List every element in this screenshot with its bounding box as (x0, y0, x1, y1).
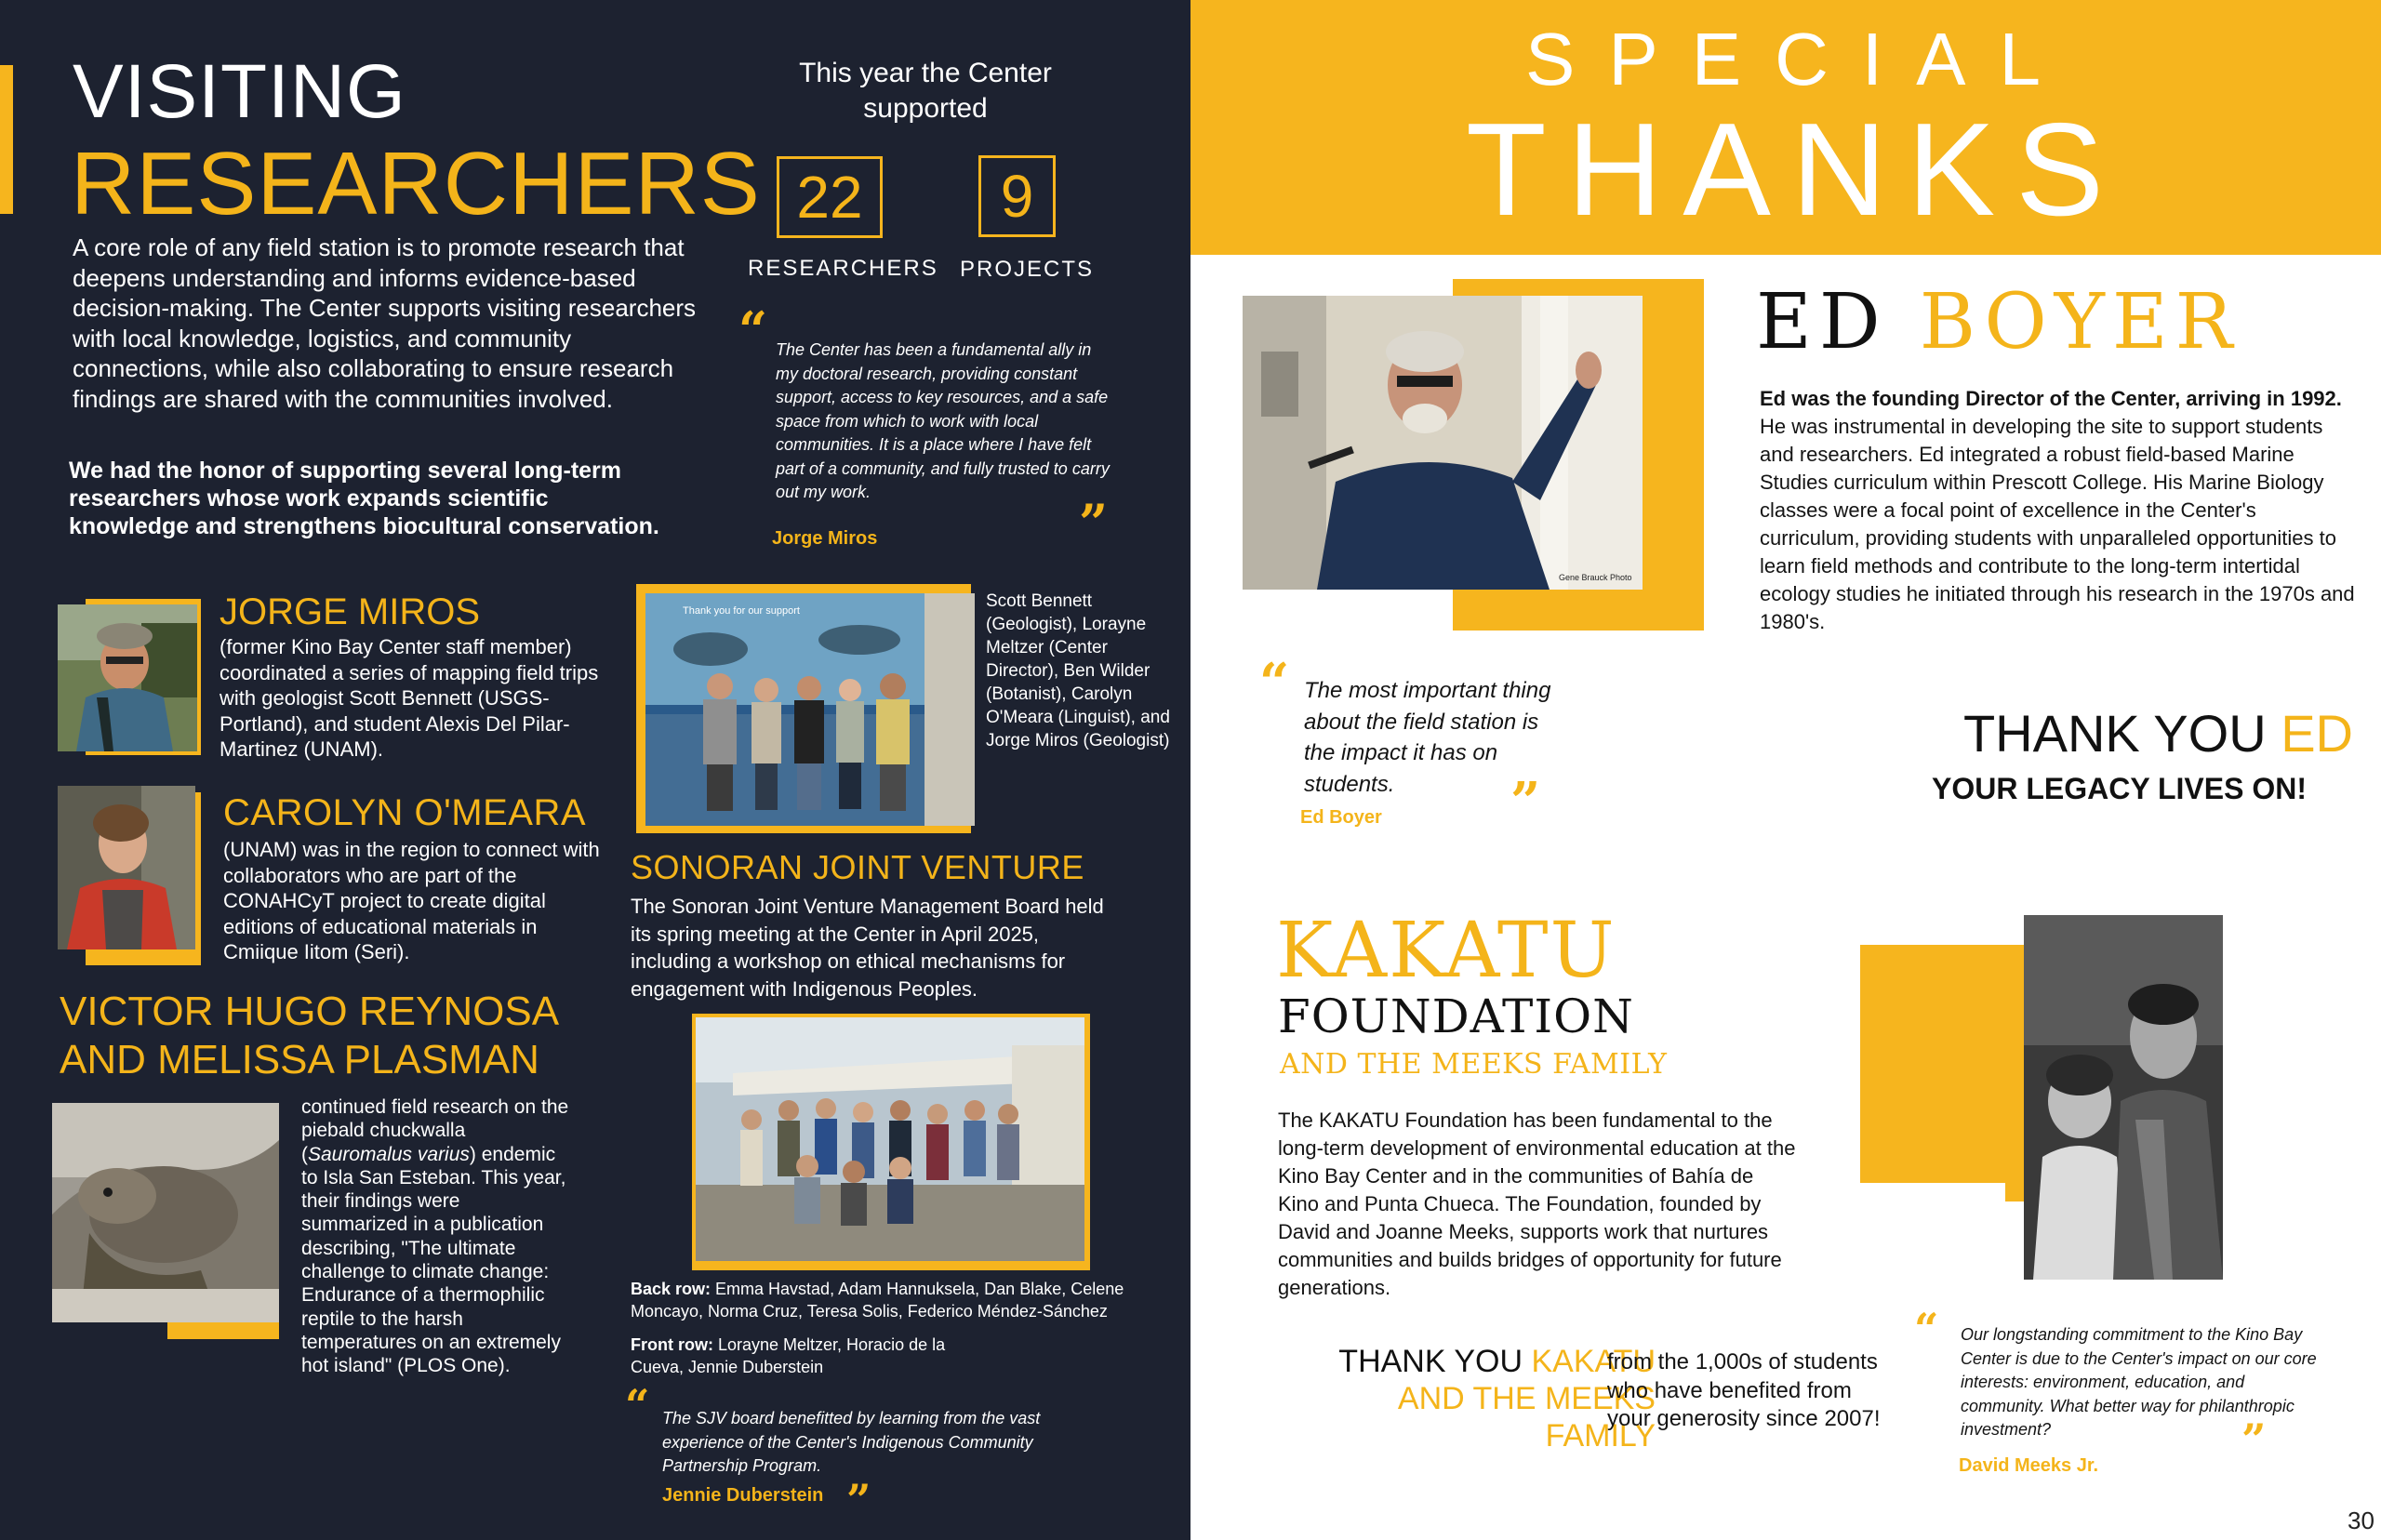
stats-heading: This year the Center supported (799, 58, 1052, 124)
victor-text-before: continued field research on the piebald chuckwalla ( (301, 1096, 569, 1165)
researchers-count: 22 (777, 156, 883, 238)
kakatu-family: AND THE MEEKS FAMILY (1280, 1048, 1668, 1081)
victor-name-line1: VICTOR HUGO REYNOSA (60, 989, 560, 1034)
quote-jorge-text: The Center has been a fundamental ally in my doctoral research, providing constant support, access to key resources, and a safe space from which to work with local communities. It is a place where I have felt part of a community, and fully trusted to carry out my work. (776, 340, 1110, 501)
right-page (1190, 0, 2381, 1540)
ed-boyer-title (1756, 278, 2241, 366)
right-quote-icon: ” (846, 1475, 871, 1525)
thank-you-ed-prefix: THANK YOU (1962, 704, 2281, 763)
intro-paragraph: A core role of any field station is to promote research that deepens understanding and informs evidence-based decision-making. The Center supports visiting researchers with local knowledge, logistics, and community connections, while also collaborating to ensure research findings are shared with the communities involved. (73, 233, 697, 413)
left-page (0, 0, 1190, 1540)
thank-you-kakatu-name: KAKATU (1531, 1344, 1656, 1379)
caption-back-names: Emma Havstad, Adam Hannuksela, Dan Blake, Celene Moncayo, Norma Cruz, Teresa Solis, Federico Méndez-Sánchez (631, 1280, 1124, 1321)
legacy-line: YOUR LEGACY LIVES ON! (1931, 772, 2307, 805)
ed-title-first: ED (1756, 278, 1888, 366)
sjv-text: The Sonoran Joint Venture Management Board held its spring meeting at the Center in April 2025, including a workshop on ethical mechanisms for engagement with Indigenous Peoples. (631, 895, 1104, 1001)
carolyn-text: (UNAM) was in the region to connect with collaborators who are part of the CONAHCyT project to create digital editions of educational materials in Cmiique Iitom (Seri). (223, 838, 600, 963)
left-quote-icon: “ (1914, 1304, 1939, 1354)
caption-back-row (631, 1278, 1151, 1322)
thank-you-ed-name: ED (2281, 704, 2353, 763)
ed-title-last: BOYER (1919, 278, 2241, 366)
left-quote-icon: “ (625, 1380, 650, 1430)
from-students-text: from the 1,000s of students who have benefited from your generosity since 2007! (1607, 1349, 1881, 1431)
kakatu-subtitle: FOUNDATION (1278, 989, 1634, 1043)
thank-you-kakatu (1265, 1343, 1656, 1454)
photo-sign-text: Thank you for our support (683, 605, 800, 617)
accent-bar (0, 65, 13, 214)
heading-visiting: VISITING (73, 49, 406, 134)
group-photo-researchers (645, 593, 975, 826)
thank-you-kakatu-prefix: THANK YOU (1338, 1344, 1532, 1379)
highlight-paragraph: We had the honor of supporting several long-term researchers whose work expands scientific knowledge and strengthens biocultural conservation. (69, 458, 659, 539)
jorge-photo (58, 604, 197, 751)
thank-you-kakatu-line1 (1265, 1343, 1656, 1380)
ed-text-bold: Ed was the founding Director of the Center, arriving in 1992. (1760, 387, 2342, 410)
researchers-label: RESEARCHERS (748, 256, 938, 281)
quote-ed-author: Ed Boyer (1300, 807, 1382, 828)
caption-front-names: Lorayne Meltzer, Horacio de la Cueva, Jennie Duberstein (631, 1335, 946, 1376)
quote-david-text: Our longstanding commitment to the Kino Bay Center is due to the Center's impact on our core interests: environment, education, and community. What better way for philanthropic investment? (1961, 1325, 2317, 1439)
page-number: 30 (2348, 1507, 2374, 1534)
carolyn-photo (58, 786, 195, 949)
thank-you-kakatu-line3: FAMILY (1545, 1418, 1656, 1454)
photo-frame (1860, 945, 2009, 1183)
meeks-photo (2024, 915, 2223, 1280)
photo-credit: Gene Brauck Photo (1559, 573, 1632, 582)
victor-name (60, 988, 580, 1084)
heading-researchers: RESEARCHERS (71, 134, 761, 233)
right-quote-icon: ” (1510, 771, 1541, 832)
thank-you-kakatu-line2: AND THE MEEKS (1397, 1381, 1656, 1416)
quote-david-author: David Meeks Jr. (1959, 1455, 2099, 1476)
right-quote-icon: ” (1079, 493, 1109, 552)
sjv-heading: SONORAN JOINT VENTURE (631, 848, 1084, 886)
ed-text-rest: He was instrumental in developing the site to support students and researchers. Ed integrated a robust field-based Marine Studies curriculum within Prescott College. His Marine Biology classes were a focal point of excellence in the Center's curriculum, providing students with unparalleled opportunities to learn field methods and contribute to the long-term intertidal ecology studies he initiated through his research in the 1970s and 1980's. (1760, 415, 2355, 633)
caption-front-label: Front row: (631, 1335, 713, 1354)
left-quote-icon: “ (1259, 652, 1290, 713)
caption-back-label: Back row: (631, 1280, 712, 1298)
quote-jorge-author: Jorge Miros (772, 528, 878, 549)
kakatu-title: KAKATU (1276, 907, 1616, 995)
victor-name-line2: AND MELISSA PLASMAN (60, 1037, 539, 1082)
species-name: Sauromalus varius (308, 1143, 470, 1165)
quote-jennie-author: Jennie Duberstein (662, 1485, 824, 1506)
carolyn-name: CAROLYN O'MEARA (223, 792, 587, 833)
group-photo-caption: Scott Bennett (Geologist), Lorayne Meltzer (Center Director), Ben Wilder (Botanist), Carolyn O'Meara (Linguist), and Jorge Miros (Geologist) (986, 591, 1170, 750)
right-quote-icon: ” (2241, 1414, 2267, 1465)
jorge-name: JORGE MIROS (219, 591, 481, 632)
thank-you-ed (1888, 703, 2353, 763)
quote-ed-text: The most important thing about the field station is the impact it has on students. (1304, 678, 1551, 797)
quote-jennie-text: The SJV board benefitted by learning from the vast experience of the Center's Indigenous Community Partnership Program. (662, 1409, 1041, 1475)
victor-text-after: ) endemic to Isla San Esteban. This year, their findings were summarized in a publication describing, "The ultimate challenge to climate change: Endurance of a thermophilic reptile to the harsh temperatures on an extremely hot island" (PLOS One). (301, 1143, 566, 1377)
ed-boyer-photo (1243, 296, 1643, 590)
group-photo-sjv (696, 1017, 1084, 1261)
banner-thanks: THANKS (1466, 96, 2124, 244)
victor-text (301, 1095, 571, 1378)
ed-boyer-text (1760, 385, 2355, 636)
projects-count: 9 (978, 155, 1056, 237)
chuckwalla-photo (52, 1103, 279, 1322)
projects-label: PROJECTS (960, 257, 1095, 282)
banner-special: SPECIAL (1525, 18, 2074, 100)
left-quote-icon: “ (738, 300, 768, 360)
jorge-text: (former Kino Bay Center staff member) coordinated a series of mapping field trips with geologist Scott Bennett (USGS-Portland), and student Alexis Del Pilar-Martinez (UNAM). (219, 635, 599, 761)
caption-front-row (631, 1334, 1003, 1378)
kakatu-text: The KAKATU Foundation has been fundamental to the long-term development of environmental education at the Kino Bay Center and in the communities of Bahía de Kino and Punta Chueca. The Foundation, founded by David and Joanne Meeks, supports work that nurtures communities and builds bridges of opportunity for future generations. (1278, 1109, 1796, 1299)
